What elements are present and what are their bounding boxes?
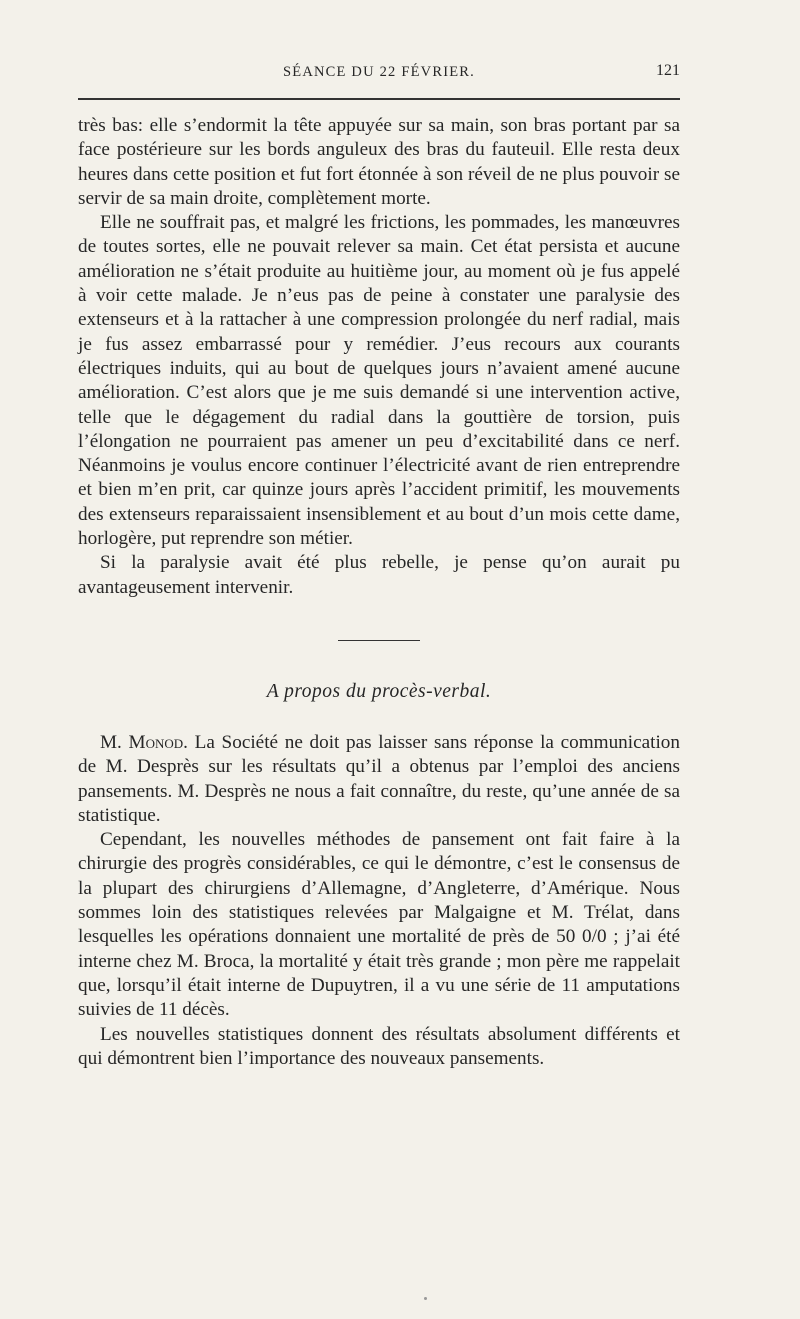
paragraph: Les nouvelles statistiques donnent des résultats absolument différents et qui démontrent bien l’importance des nouveaux pansements. xyxy=(78,1023,680,1069)
minutes-discussion xyxy=(78,731,680,1071)
book-page xyxy=(78,60,680,1071)
paragraph: Elle ne souffrait pas, et malgré les frictions, les pommades, les manœuvres de toutes sortes, elle ne pouvait relever sa main. Cet état persista et aucune amélioration ne s’était produite au huitième jour, au moment où je fus appelé à voir cette malade. Je n’eus pas de peine à constater une paralysie des extenseurs et à la rattacher à une compression prolongée du nerf radial, mais je fus assez embarrassé pour y remédier. J’eus recours aux courants électriques induits, qui au bout de quelques jours n’avaient amené aucune amélioration. C’est alors que je me suis demandé si une intervention active, telle que le dégagement du radial dans la gouttière de torsion, puis l’élongation ne pourraient pas amener un peu d’excitabilité dans ce nerf. Néanmoins je voulus encore continuer l’électricité avant de rien entreprendre et bien m’en prit, car quinze jours après l’accident primitif, les mouvements des extenseurs reparaissaient insensiblement et au bout d’un mois cette dame, horlogère, put reprendre son métier. xyxy=(78,212,680,550)
page-number: 121 xyxy=(656,62,680,79)
paragraph: Cependant, les nouvelles méthodes de pansement ont fait faire à la chirurgie des progrès considérables, ce qui le démontre, c’est le consensus de la plupart des chirurgiens d’Allemagne, d’Angleterre, d’Amérique. Nous sommes loin des statistiques relevées par Malgaigne et M. Trélat, dans lesquelles les opérations donnaient une mortalité de près de 50 0/0 ; j’ai été interne chez M. Broca, la mortalité y était très grande ; mon père me rappelait que, lorsqu’il était interne de Dupuytren, il a vu une série de 11 amputations suivies de 11 décès. xyxy=(78,829,680,1021)
paragraph: Si la paralysie avait été plus rebelle, je pense qu’on aurait pu avantageusement intervenir. xyxy=(78,552,680,598)
section-title: A propos du procès-verbal. xyxy=(266,680,492,702)
section-separator xyxy=(338,640,420,641)
paragraph xyxy=(78,731,680,828)
speaker-name: M. Monod. xyxy=(100,731,188,753)
paragraph-text: La Société ne doit pas laisser sans réponse la communication de M. Desprès sur les résultats qu’il a obtenus par l’emploi des anciens pansements. M. Desprès ne nous a fait connaître, du reste, qu’une année de sa statistique. xyxy=(78,731,680,826)
header-rule xyxy=(78,98,680,100)
paragraph: très bas: elle s’endormit la tête appuyée sur sa main, son bras portant par sa face postérieure sur les bords anguleux des bras du fauteuil. Elle resta deux heures dans cette position et fut fort étonnée à son réveil de ne plus pouvoir se servir de sa main droite, complètement morte. xyxy=(78,115,680,209)
running-header xyxy=(78,60,680,88)
case-report-continuation xyxy=(78,114,680,600)
paper-speck xyxy=(424,1297,427,1300)
running-title: SÉANCE DU 22 FÉVRIER. xyxy=(283,64,475,80)
